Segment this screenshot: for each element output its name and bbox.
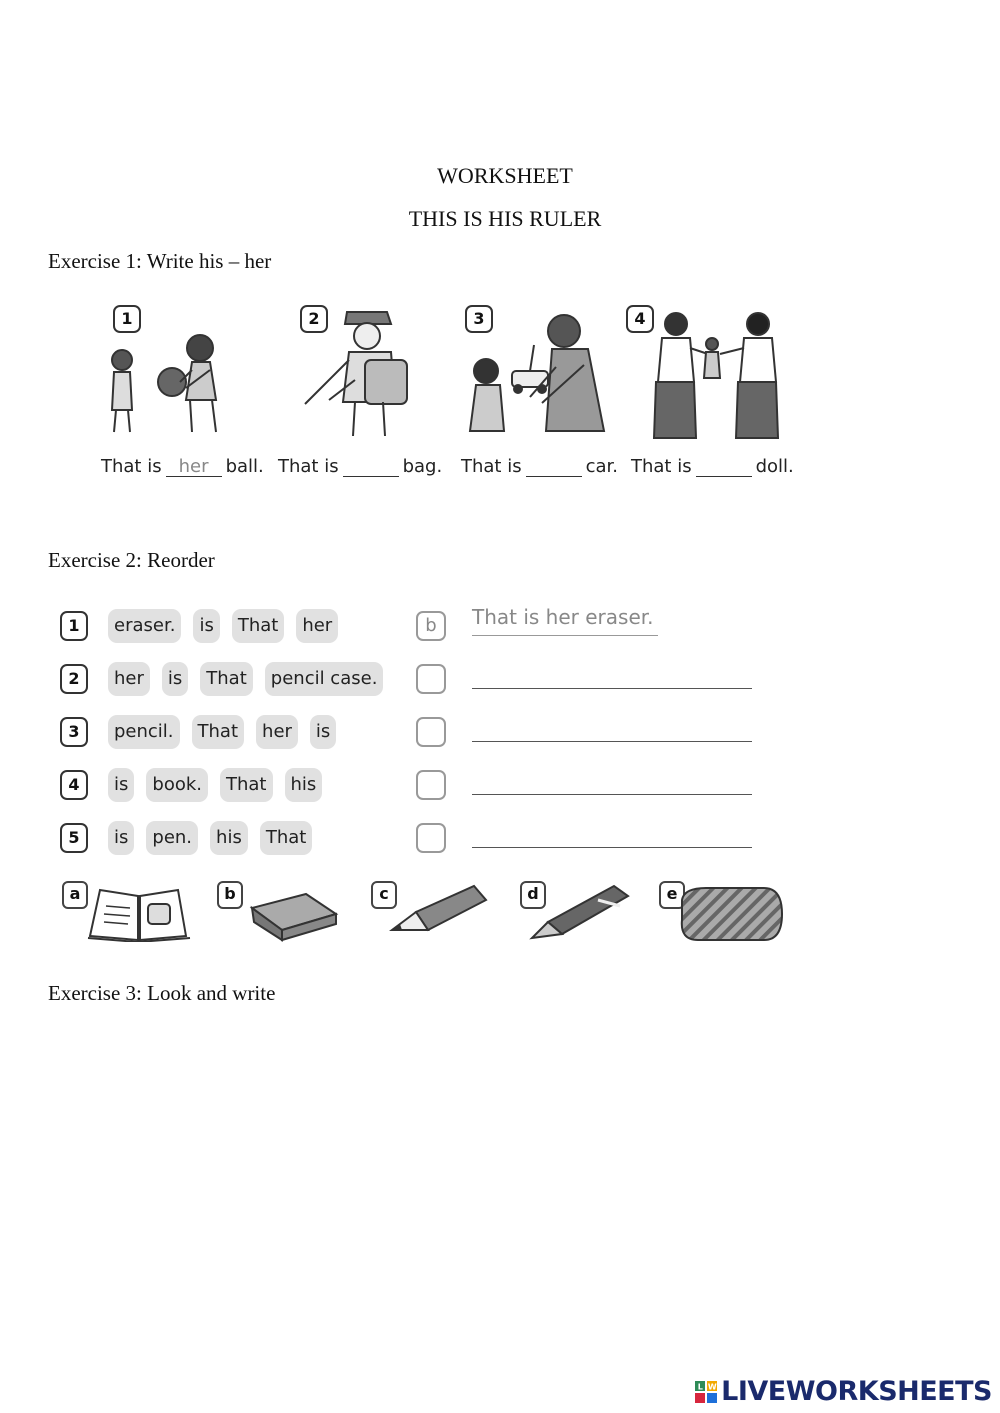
answer-line-2[interactable] [472,658,752,689]
row-number-2: 2 [60,664,88,694]
exercise1-heading: Exercise 1: Write his – her [48,249,272,273]
lesson-title: THIS IS HIS RULER [408,206,602,231]
exercise3-heading: Exercise 3: Look and write [48,981,276,1005]
book-icon [86,884,192,942]
sentence-3-object: car. [585,456,618,477]
word-chip[interactable]: her [256,715,298,749]
object-label-e: e [659,881,685,909]
boy-with-bag-illustration [295,300,425,440]
word-chip[interactable]: pencil. [108,715,180,749]
word-chip[interactable]: pencil case. [265,662,384,696]
answer-blank-2[interactable] [343,458,399,477]
reorder-row-5 [60,820,324,856]
sentence-2-object: bag. [402,456,443,477]
eraser-icon [246,888,342,942]
liveworksheets-logo [695,1376,992,1407]
girl-giving-ball-illustration [100,320,270,440]
reorder-row-4 [60,767,334,803]
letter-box-3[interactable] [416,717,446,747]
word-chip[interactable]: That [220,768,273,802]
liveworksheets-mark-icon [695,1381,717,1403]
sentence-1-object: ball. [225,456,264,477]
word-chip[interactable]: That [192,715,245,749]
reorder-row-3 [60,714,348,750]
word-chip[interactable]: her [296,609,338,643]
word-chip[interactable]: That [200,662,253,696]
sentence-4-prefix: That is [631,456,692,477]
sentence-2-prefix: That is [278,456,339,477]
row-number-3: 3 [60,717,88,747]
letter-box-4[interactable] [416,770,446,800]
mark-letter-l: L [697,1382,703,1391]
word-chip[interactable]: That [260,821,313,855]
word-chip[interactable]: That [232,609,285,643]
sentence-1 [101,456,264,477]
brand-text: LIVEWORKSHEETS [721,1376,992,1407]
pencil-case-icon [676,880,786,944]
worksheet-title: WORKSHEET [437,163,573,188]
word-chip[interactable]: is [108,821,134,855]
row-number-1: 1 [60,611,88,641]
picture-number-3: 3 [465,305,493,333]
picture-number-1: 1 [113,305,141,333]
answer-blank-3[interactable] [526,458,582,477]
pen-icon [528,882,632,942]
sentence-4-object: doll. [755,456,794,477]
sentence-4 [631,456,794,477]
reorder-row-1 [60,608,350,644]
sentence-1-prefix: That is [101,456,162,477]
reorder-row-2 [60,661,395,697]
word-chip[interactable]: is [108,768,134,802]
word-chip[interactable]: his [285,768,323,802]
answer-blank-4[interactable] [696,458,752,477]
row-number-4: 4 [60,770,88,800]
word-chip[interactable]: eraser. [108,609,181,643]
word-chip[interactable]: book. [146,768,208,802]
word-chip[interactable]: is [193,609,219,643]
word-chip[interactable]: her [108,662,150,696]
answer-line-4[interactable] [472,764,752,795]
picture-number-2: 2 [300,305,328,333]
object-label-a: a [62,881,88,909]
picture-number-4: 4 [626,305,654,333]
word-chip[interactable]: is [162,662,188,696]
object-label-b: b [217,881,243,909]
answer-blank-1[interactable]: her [166,458,222,477]
letter-box-2[interactable] [416,664,446,694]
sentence-3-prefix: That is [461,456,522,477]
pencil-icon [388,882,490,938]
sentence-3 [461,456,618,477]
exercise2-heading: Exercise 2: Reorder [48,548,215,572]
word-chip[interactable]: is [310,715,336,749]
sentence-2 [278,456,442,477]
letter-box-1[interactable]: b [416,611,446,641]
object-label-c: c [371,881,397,909]
girls-with-doll-illustration [640,310,790,445]
row-number-5: 5 [60,823,88,853]
word-chip[interactable]: pen. [146,821,198,855]
letter-box-5[interactable] [416,823,446,853]
boy-with-toy-car-illustration [460,305,620,440]
object-label-d: d [520,881,546,909]
answer-line-1[interactable]: That is her eraser. [472,605,658,636]
mark-letter-w: W [707,1382,717,1391]
word-chip[interactable]: his [210,821,248,855]
answer-line-5[interactable] [472,817,752,848]
answer-line-3[interactable] [472,711,752,742]
